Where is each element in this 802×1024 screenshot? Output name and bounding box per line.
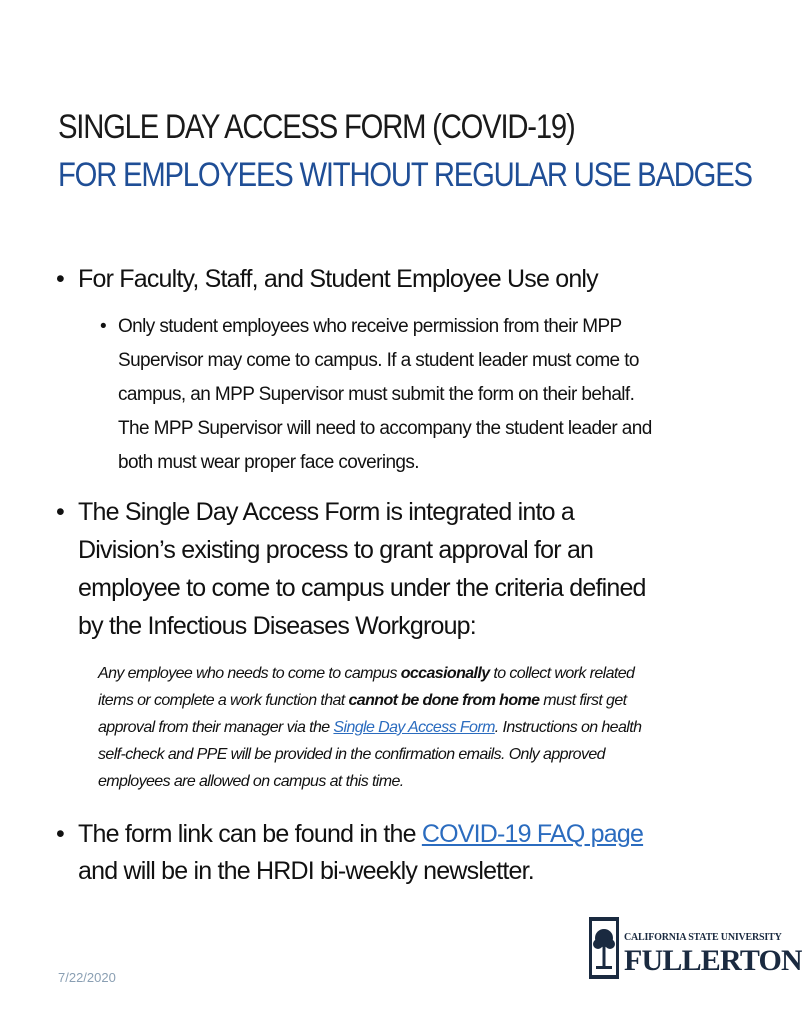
quote-text: to collect work related items or complete a work function that xyxy=(98,665,635,709)
bullet-icon: • xyxy=(56,820,64,848)
page-title: SINGLE DAY ACCESS FORM (COVID-19) xyxy=(58,108,575,146)
bullet-text: The Single Day Access Form is integrated into a Division’s existing process to grant approval for an employee to come to campus under the criteria defined by the Infectious Diseases Workgroup: xyxy=(78,498,646,640)
bullet-text-part: and will be in the HRDI bi-weekly newsletter. xyxy=(78,857,534,885)
bullet-icon: • xyxy=(56,265,64,293)
university-tree-shield-icon xyxy=(588,916,620,980)
bullet-icon: • xyxy=(56,498,64,526)
bullet-text-part: The form link can be found in the xyxy=(78,820,422,848)
bullet-employee-use xyxy=(56,262,676,296)
bullet-icon: • xyxy=(100,316,107,337)
document-date: 7/22/2020 xyxy=(58,970,116,985)
sub-bullet-student-employees xyxy=(100,310,660,480)
single-day-access-form-link[interactable]: Single Day Access Form xyxy=(333,719,495,736)
bullet-text: For Faculty, Staff, and Student Employee Use only xyxy=(78,265,598,293)
page-subtitle: FOR EMPLOYEES WITHOUT REGULAR USE BADGES xyxy=(58,156,752,194)
bullet-division-process xyxy=(56,493,656,645)
sub-bullet-text: Only student employees who receive permission from their MPP Supervisor may come to campus. If a student leader must come to campus, an MPP Supervisor must submit the form on their behalf. The MPP Supervisor will need to accompany the student leader and both must wear proper face coverings. xyxy=(118,316,652,473)
logo-university-name: CALIFORNIA STATE UNIVERSITY xyxy=(624,932,782,943)
quote-emphasis: occasionally xyxy=(400,665,490,682)
quote-emphasis: cannot be done from home xyxy=(348,692,540,709)
bullet-form-link xyxy=(56,816,676,890)
csuf-logo xyxy=(588,912,802,984)
quote-text: . Instructions on health self-check and PPE will be provided in the confirmation emails. Only approved employees are allowed on campus at this time. xyxy=(98,719,642,790)
quote-text: must first get approval from their manager via the xyxy=(98,692,627,736)
covid-faq-page-link[interactable]: COVID-19 FAQ page xyxy=(421,820,644,848)
quote-text: Any employee who needs to come to campus xyxy=(98,665,401,682)
logo-campus-name: FULLERTON xyxy=(624,944,802,977)
bullet-text xyxy=(78,816,676,890)
policy-quote xyxy=(98,660,658,795)
